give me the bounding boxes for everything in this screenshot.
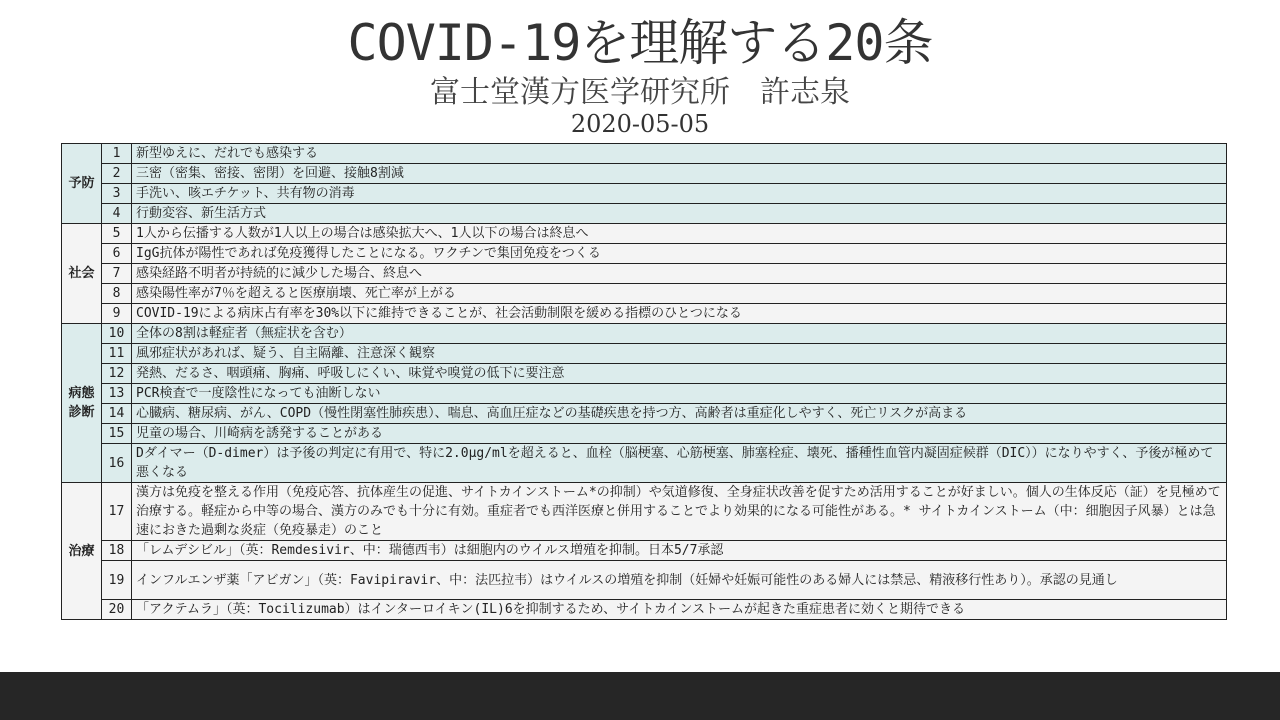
row-number: 19 [102,561,132,600]
row-text: 三密（密集、密接、密閉）を回避、接触8割減 [132,164,1227,184]
row-number: 1 [102,144,132,164]
table-row [62,541,1227,561]
row-text: インフルエンザ薬「アビガン」（英：Favipiravir、中：法匹拉韦）はウイルスの増殖を抑制（妊婦や妊娠可能性のある婦人には禁忌、精液移行性あり）。承認の見通し [132,561,1227,600]
row-number: 14 [102,404,132,424]
table-row [62,284,1227,304]
table-row [62,483,1227,541]
table-row [62,424,1227,444]
row-text: 児童の場合、川崎病を誘発することがある [132,424,1227,444]
row-text: 新型ゆえに、だれでも感染する [132,144,1227,164]
page-date: 2020-05-05 [570,110,710,138]
page-subtitle: 富士堂漢方医学研究所 許志泉 [430,75,850,110]
row-text: 漢方は免疫を整える作用（免疫応答、抗体産生の促進、サイトカインストーム*の抑制）や気道修復、全身症状改善を促すため活用することが好ましい。個人の生体反応（証）を見極めて治療する。軽症から中等の場合、漢方のみでも十分に有効。重症者でも西洋医療と併用することでより効果的になる可能性がある。* サイトカインストーム（中：细胞因子风暴）とは急速におきた過剰な炎症（免疫暴走）のこと [132,483,1227,541]
row-number: 8 [102,284,132,304]
table-row [62,224,1227,244]
table-row [62,444,1227,483]
row-number: 3 [102,184,132,204]
row-text: 1人から伝播する人数が1人以上の場合は感染拡大へ、1人以下の場合は終息へ [132,224,1227,244]
table-row [62,184,1227,204]
table-row [62,344,1227,364]
row-text: 感染経路不明者が持続的に減少した場合、終息へ [132,264,1227,284]
row-number: 2 [102,164,132,184]
row-text: 発熱、だるさ、咽頭痛、胸痛、呼吸しにくい、味覚や嗅覚の低下に要注意 [132,364,1227,384]
row-text: 全体の8割は軽症者（無症状を含む） [132,324,1227,344]
row-number: 18 [102,541,132,561]
table-row [62,364,1227,384]
row-number: 4 [102,204,132,224]
table-row [62,600,1227,620]
table-row [62,561,1227,600]
category-cell-diagnosis: 病態 診断 [62,324,102,483]
covid-summary-table [61,143,1227,620]
table-row [62,384,1227,404]
row-text: 風邪症状があれば、疑う、自主隔離、注意深く観察 [132,344,1227,364]
row-number: 17 [102,483,132,541]
table-row [62,264,1227,284]
row-number: 6 [102,244,132,264]
row-text: COVID-19による病床占有率を30%以下に維持できることが、社会活動制限を緩める指標のひとつになる [132,304,1227,324]
category-cell-prevention: 予防 [62,144,102,224]
table-row [62,204,1227,224]
row-text: 感染陽性率が7％を超えると医療崩壊、死亡率が上がる [132,284,1227,304]
row-number: 12 [102,364,132,384]
row-number: 10 [102,324,132,344]
row-number: 7 [102,264,132,284]
category-cell-treatment: 治療 [62,483,102,620]
table-row [62,244,1227,264]
table-row [62,304,1227,324]
row-text: 「アクテムラ」（英：Tocilizumab）はインターロイキン(IL)6を抑制するため、サイトカインストームが起きた重症患者に効くと期待できる [132,600,1227,620]
row-number: 20 [102,600,132,620]
row-number: 9 [102,304,132,324]
row-number: 15 [102,424,132,444]
row-text: IgG抗体が陽性であれば免疫獲得したことになる。ワクチンで集団免疫をつくる [132,244,1227,264]
table-row [62,144,1227,164]
footer-bar [0,672,1280,720]
row-text: Dダイマー（D-dimer）は予後の判定に有用で、特に2.0μg/mlを超えると、血栓（脳梗塞、心筋梗塞、肺塞栓症、壊死、播種性血管内凝固症候群（DIC））になりやすく、予後が極めて悪くなる [132,444,1227,483]
row-text: PCR検査で一度陰性になっても油断しない [132,384,1227,404]
row-number: 13 [102,384,132,404]
table-row [62,404,1227,424]
row-text: 行動変容、新生活方式 [132,204,1227,224]
table-row [62,324,1227,344]
row-text: 心臓病、糖尿病、がん、COPD（慢性閉塞性肺疾患）、喘息、高血圧症などの基礎疾患を持つ方、高齢者は重症化しやすく、死亡リスクが高まる [132,404,1227,424]
category-cell-society: 社会 [62,224,102,324]
row-number: 5 [102,224,132,244]
row-text: 「レムデシビル」（英：Remdesivir、中：瑞德西韦）は細胞内のウイルス増殖を抑制。日本5/7承認 [132,541,1227,561]
row-text: 手洗い、咳エチケット、共有物の消毒 [132,184,1227,204]
row-number: 16 [102,444,132,483]
page-title: COVID-19を理解する20条 [347,14,933,72]
table-row [62,164,1227,184]
row-number: 11 [102,344,132,364]
